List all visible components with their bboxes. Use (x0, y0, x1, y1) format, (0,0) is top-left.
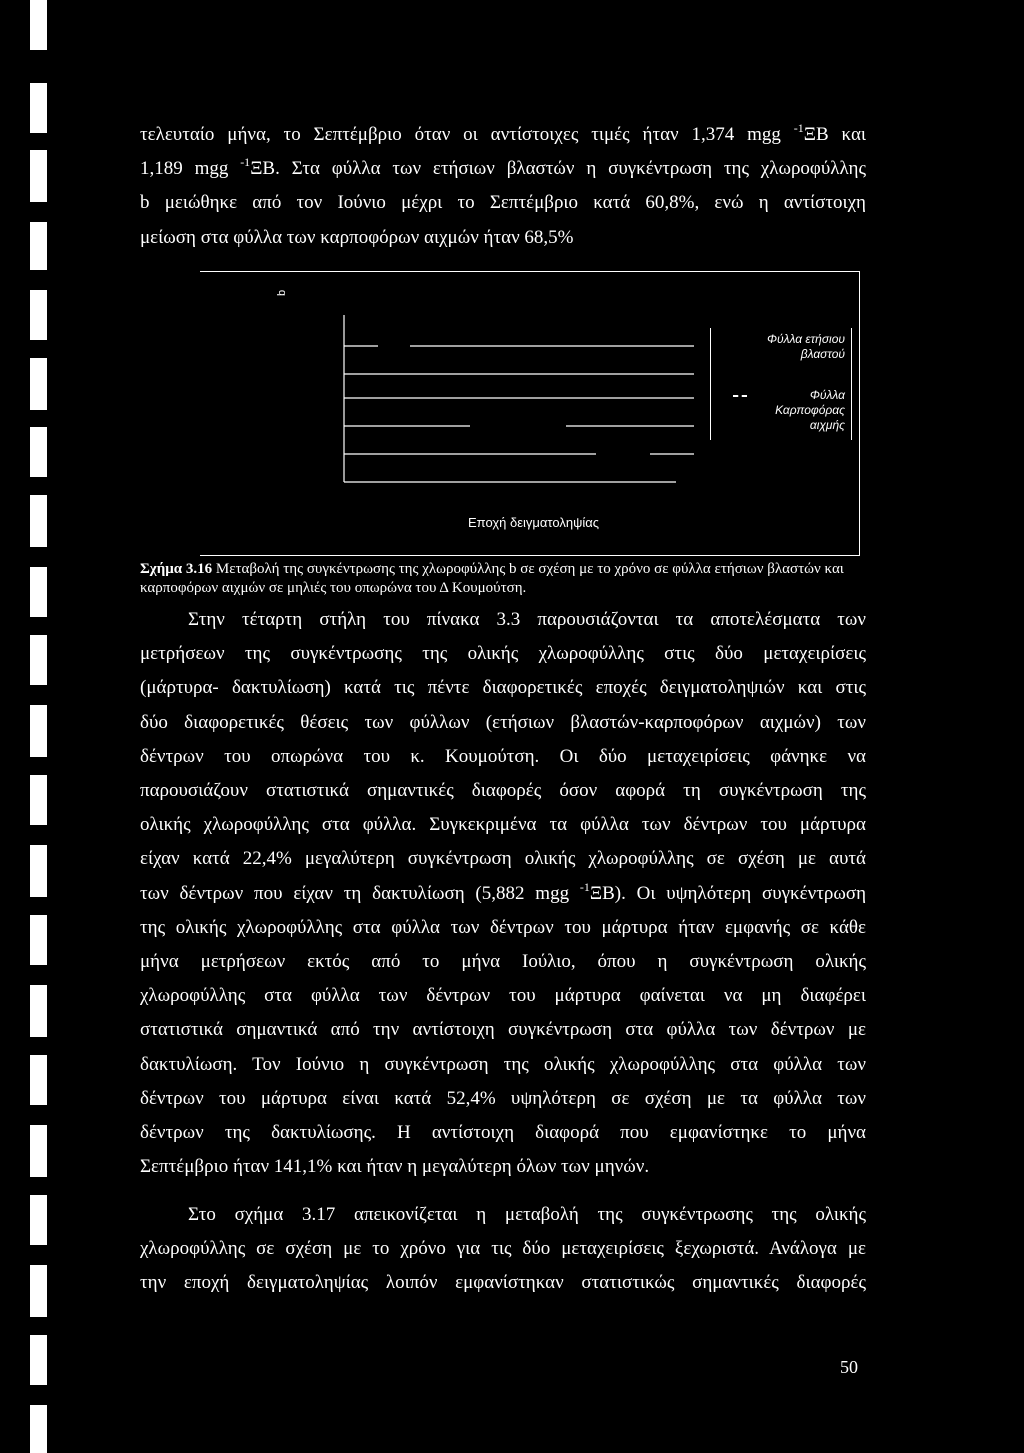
body-line: της ολικής χλωροφύλλης στα φύλλα των δέντρων του μάρτυρα ήταν εμφανής σε κάθε (140, 916, 866, 938)
body-line: δύο διαφορετικές θέσεις των φύλλων (ετήσιων βλαστών-καρποφόρων αιχμών) των (140, 711, 866, 733)
strip-bar (30, 985, 47, 1037)
x-axis-title: Εποχή δειγματοληψίας (468, 515, 600, 530)
strip-bar (30, 1125, 47, 1177)
body-line: δέντρων της δακτυλίωσης. Η αντίστοιχη διαφορά που εμφανίστηκε το μήνα (140, 1122, 866, 1144)
strip-bar (30, 0, 47, 50)
page-number: 50 (840, 1357, 858, 1377)
body-line: Στο σχήμα 3.17 απεικονίζεται η μεταβολή της συγκέντρωσης της ολικής (188, 1204, 866, 1225)
strip-bar (30, 150, 47, 202)
body-line: δέντρων του οπωρώνα του κ. Κουμούτση. Οι δύο μεταχειρίσεις φάνηκε να (140, 745, 866, 767)
body-line: μήνα μετρήσεων εκτός από το μήνα Ιούλιο, όπου η συγκέντρωση ολικής (140, 951, 866, 973)
y-axis-label: b (276, 289, 288, 296)
body-line: παρουσιάζουν στατιστικά σημαντικές διαφορές όσον αφορά τη συγκέντρωση της (140, 780, 866, 802)
body-line (140, 877, 866, 911)
body-line: χλωροφύλλης στα φύλλα των δέντρων του μάρτυρα φαίνεται να μη διαφέρει (140, 985, 866, 1007)
strip-bar (30, 290, 47, 340)
intro-line (140, 152, 866, 186)
intro-line (140, 118, 866, 152)
body-line: μετρήσεων της συγκέντρωσης της ολικής χλωροφύλλης στις δύο μεταχειρίσεις (140, 643, 866, 665)
chart-plot-area (330, 310, 710, 500)
strip-bar (30, 567, 47, 617)
plot-lines (344, 315, 694, 482)
intro-line-text: b μειώθηκε από τον Ιούνιο μέχρι το Σεπτέμβριο κατά 60,8%, ενώ η αντίστοιχη (140, 192, 866, 214)
intro-line (140, 221, 866, 255)
legend-dash-icon (733, 395, 747, 397)
body-paragraph-1 (140, 603, 866, 1184)
body-line: στατιστικά σημαντικά από την αντίστοιχη συγκέντρωση στα φύλλα των δέντρων με (140, 1019, 866, 1041)
strip-bar (30, 427, 47, 477)
body-line: ολικής χλωροφύλλης στα φύλλα. Συγκεκριμένα τα φύλλα των δέντρων του μάρτυρα (140, 814, 866, 836)
superscript: -1 (240, 155, 251, 170)
body-line: δακτυλίωση. Τον Ιούνιο η συγκέντρωση της ολικής χλωροφύλλης στα φύλλα των (140, 1053, 866, 1075)
caption-text: Μεταβολή της συγκέντρωσης της χλωροφύλλης b σε σχέση με το χρόνο σε φύλλα ετήσιων βλαστών και καρποφόρων αιχμών σε μηλιές του οπωρώνα του Δ Κουμούτση. (140, 561, 844, 596)
body-line-text: ΞΒ). Οι υψηλότερη συγκέντρωση (589, 882, 867, 904)
strip-bar (30, 915, 47, 965)
strip-bar (30, 83, 47, 133)
strip-bar (30, 1335, 47, 1385)
intro-line (140, 186, 866, 220)
intro-line-text: 1,189 mgg (140, 158, 229, 180)
body-line-text: των δέντρων που είχαν τη δακτυλίωση (5,882 mgg (140, 882, 570, 904)
intro-line-text: τελευταίο μήνα, το Σεπτέμβριο όταν οι αντίστοιχες τιμές ήταν 1,374 mgg (140, 124, 781, 145)
caption-label: Σχήμα 3.16 (140, 561, 213, 577)
body-line: (μάρτυρα- δακτυλίωση) κατά τις πέντε διαφορετικές εποχές δειγματοληψιών και στις (140, 677, 866, 699)
body-line: είχαν κατά 22,4% μεγαλύτερη συγκέντρωση ολικής χλωροφύλλης σε σχέση με αυτά (140, 848, 866, 870)
figure-caption (140, 560, 866, 598)
body-paragraph-2 (140, 1198, 866, 1301)
strip-bar (30, 705, 47, 757)
intro-paragraph (140, 118, 866, 255)
superscript: -1 (579, 879, 590, 894)
strip-bar (30, 1055, 47, 1105)
body-line: Στην τέταρτη στήλη του πίνακα 3.3 παρουσιάζονται τα αποτελέσματα των (188, 609, 866, 630)
strip-bar (30, 1195, 47, 1245)
superscript: -1 (793, 121, 804, 135)
body-line: Σεπτέμβριο ήταν 141,1% και ήταν η μεγαλύτερη όλων των μηνών. (140, 1156, 650, 1178)
strip-bar (30, 1405, 47, 1453)
strip-bar (30, 1265, 47, 1317)
intro-line-text: ΞΒ. Στα φύλλα των ετήσιων βλαστών η συγκέντρωση της χλωροφύλλης (250, 158, 867, 180)
intro-line-text: ΞΒ και (803, 124, 867, 145)
strip-bar (30, 222, 47, 270)
legend-item-fruiting-spur: Φύλλα Καρποφόρας αιχμής (775, 388, 845, 432)
body-line: χλωροφύλλης σε σχέση με το χρόνο για τις δύο μεταχειρίσεις ξεχωριστά. Ανάλογα με (140, 1238, 866, 1260)
strip-bar (30, 358, 47, 410)
legend-item-annual-shoot: Φύλλα ετήσιου βλαστού (766, 332, 845, 361)
strip-bar (30, 775, 47, 825)
body-line: δέντρων του μάρτυρα είναι κατά 52,4% υψηλότερη σε σχέση με τα φύλλα των (140, 1087, 866, 1109)
strip-bar (30, 635, 47, 685)
body-line: την εποχή δειγματοληψίας λοιπόν εμφανίστηκαν στατιστικώς σημαντικές διαφορές (140, 1272, 866, 1294)
chart-legend (710, 328, 852, 440)
strip-bar (30, 845, 47, 897)
strip-bar (30, 495, 47, 547)
intro-line-text: μείωση στα φύλλα των καρποφόρων αιχμών ήταν 68,5% (140, 226, 574, 248)
